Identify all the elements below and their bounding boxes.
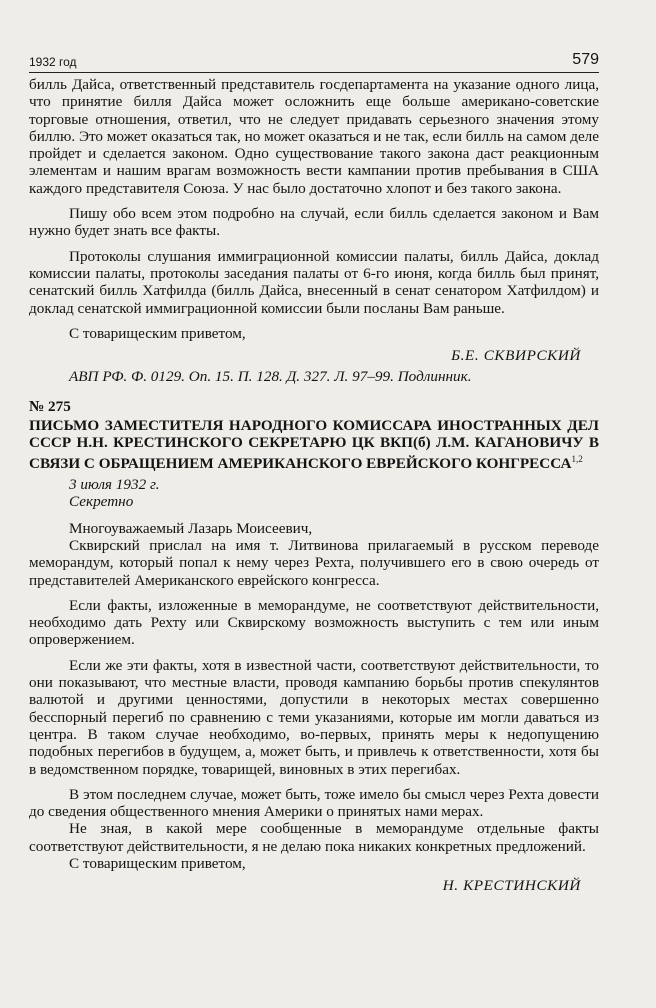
body-paragraph: билль Дайса, ответственный представитель госдепартамента на указание одного лица, что принятие билля Дайса может осложнить еще больше американо-советские торговые отношения, ответил, что не следует придавать серьезного значения этому биллю. Это может оказаться так, но может оказаться и не так, если билль на самом деле пройдет и сделается законом. Одно существование такого закона даст реакционным элементам и нашим врагам возможность вести кампании против пребывания в США каждого представителя Союза. У нас было достаточно хлопот и без такого закона.	[29, 76, 599, 197]
body-paragraph: Если же эти факты, хотя в известной части, соответствуют действительности, то они показывают, что местные власти, проводя кампанию борьбы против спекулянтов валютой и другими ценностями, допустили в некоторых местах совершенно бесспорный перегиб по сравнению с теми указаниями, которые им могли даваться из центра. В таком случае необходимо, во-первых, принять меры к недопущению подобных перегибов в будущем, а, может быть, и привлечь к ответственности, хотя бы в ведомственном порядке, товарищей, виновных в этих перегибах.	[29, 656, 599, 778]
body-paragraph: Протоколы слушания иммиграционной комиссии палаты, билль Дайса, доклад комиссии палаты, протоколы заседания палаты от 6-го июня, когда билль был принят, сенатский билль Хатфилда (билль Дайса, внесенный в сенат сенатором Хатфилдом) и доклад сенатской иммиграционной комиссии были посланы Вам раньше.	[29, 247, 599, 317]
page-number: 579	[572, 51, 599, 68]
signature: Б.Е. СКВИРСКИЙ	[451, 347, 581, 365]
page-content	[29, 76, 599, 895]
greeting: Многоуважаемый Лазарь Моисеевич,	[69, 519, 313, 537]
document-number: № 275	[29, 397, 71, 415]
closing-salutation: С товарищеским приветом,	[69, 855, 246, 873]
document-title	[29, 417, 599, 472]
archive-reference: АВП РФ. Ф. 0129. Оп. 15. П. 128. Д. 327. Л. 97–99. Подлинник.	[69, 368, 472, 386]
body-paragraph: Если факты, изложенные в меморандуме, не соответствуют действительности, необходимо дать Рехту или Сквирскому возможность выступить с тем или иным опровержением.	[29, 596, 599, 649]
body-paragraph: Пишу обо всем этом подробно на случай, если билль сделается законом и Вам нужно будет знать все факты.	[29, 205, 599, 240]
closing-salutation: С товарищеским приветом,	[69, 324, 246, 342]
signature: Н. КРЕСТИНСКИЙ	[442, 877, 581, 895]
document-date: 3 июля 1932 г.	[69, 476, 160, 494]
document-title-text: ПИСЬМО ЗАМЕСТИТЕЛЯ НАРОДНОГО КОМИССАРА ИНОСТРАННЫХ ДЕЛ СССР Н.Н. КРЕСТИНСКОГО СЕКРЕТАРЮ ЦК ВКП(б) Л.М. КАГАНОВИЧУ В СВЯЗИ С ОБРАЩЕНИЕМ АМЕРИКАНСКОГО ЕВРЕЙСКОГО КОНГРЕССА	[29, 417, 599, 473]
classification-mark: Секретно	[69, 493, 134, 511]
body-paragraph: В этом последнем случае, может быть, тоже имело бы смысл через Рехта довести до сведения общественного мнения Америки о принятых нами мерах.	[29, 785, 599, 821]
title-footnote-ref: 1,2	[571, 454, 583, 465]
body-paragraph: Сквирский прислал на имя т. Литвинова прилагаемый в русском переводе меморандум, который попал к нему через Рехта, получившего его в свою очередь от представителей Американского еврейского конгресса.	[29, 537, 599, 589]
header-year: 1932 год	[29, 55, 77, 69]
body-paragraph: Не зная, в какой мере сообщенные в меморандуме отдельные факты соответствуют действительности, я не делаю пока никаких конкретных предложений.	[29, 820, 599, 855]
running-header	[29, 52, 599, 73]
